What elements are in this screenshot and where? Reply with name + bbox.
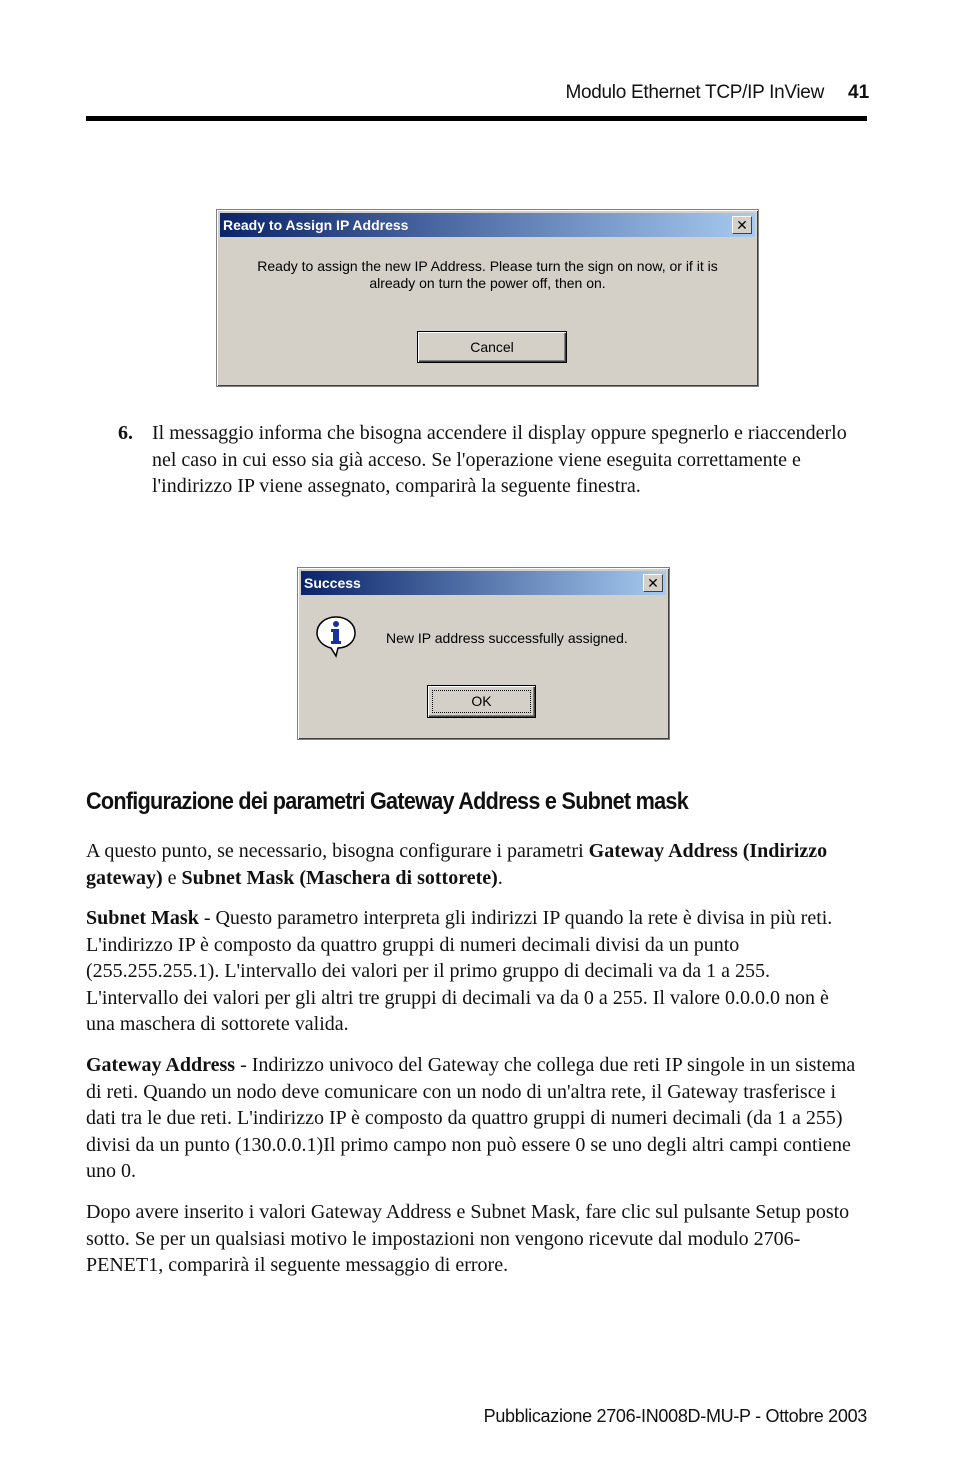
dialog-message-line: Ready to assign the new IP Address. Please turn the sign on now, or if it is: [257, 258, 718, 274]
dialog-titlebar: [220, 213, 755, 237]
cancel-button[interactable]: [417, 331, 567, 363]
step-text: Il messaggio informa che bisogna accendere il display oppure spegnerlo e riaccenderlo nel caso in cui esso sia già acceso. Se l'operazione viene eseguita correttamente e l'indirizzo IP viene assegnato, comparirà la seguente finestra.: [152, 422, 847, 497]
running-header: Modulo Ethernet TCP/IP InView: [565, 82, 824, 103]
success-dialog: [297, 567, 670, 740]
close-button[interactable]: ✕: [643, 574, 663, 592]
ok-button[interactable]: [427, 685, 536, 718]
dialog-message: [227, 258, 748, 292]
intro-text: A questo punto, se necessario, bisogna configurare i parametri: [86, 840, 589, 862]
intro-text: e: [162, 866, 182, 889]
section-heading: Configurazione dei parametri Gateway Address e Subnet mask: [86, 788, 689, 815]
intro-paragraph: [86, 838, 862, 891]
dialog-message: New IP address successfully assigned.: [386, 630, 628, 646]
subnet-term: Subnet Mask: [86, 907, 199, 929]
step-number: 6.: [118, 422, 133, 444]
ok-button-label: OK: [471, 693, 492, 709]
cancel-button-label: Cancel: [470, 339, 514, 355]
page-number: 41: [848, 82, 870, 103]
gateway-text: - Indirizzo univoco del Gateway che collega due reti IP singole in un sistema di reti. Quando un nodo deve comunicare con un nodo di un'altra rete, il Gateway trasferisce i dati tra le due reti. L'indirizzo IP è composto da quattro gruppi di numeri decimali (da 1 a 255) divisi da un punto (130.0.0.1)Il primo campo non può essere 0 se uno degli altri campi contiene uno 0.: [86, 1054, 856, 1182]
subnet-paragraph: [86, 905, 862, 1038]
dialog-title: Success: [304, 575, 361, 591]
dialog-titlebar: [301, 571, 666, 595]
dialog-title: Ready to Assign IP Address: [223, 217, 409, 233]
gateway-paragraph: [86, 1052, 862, 1185]
header-rule: [86, 116, 867, 121]
close-button[interactable]: ✕: [732, 216, 752, 234]
closing-paragraph: Dopo avere inserito i valori Gateway Address e Subnet Mask, fare clic sul pulsante Setup posto sotto. Se per un qualsiasi motivo le impostazioni non vengono ricevute dal modulo 2706-PENET1, comparirà il seguente messaggio di errore.: [86, 1201, 850, 1276]
dialog-message-line: already on turn the power off, then on.: [369, 275, 606, 291]
info-icon: [314, 614, 358, 658]
ready-to-assign-dialog: [216, 209, 759, 387]
intro-text: .: [497, 866, 503, 889]
gateway-term: Gateway Address: [86, 1054, 236, 1076]
footer-publication: Pubblicazione 2706-IN008D-MU-P - Ottobre 2003: [483, 1406, 867, 1426]
gateway-term: Gateway Address (Indirizzo gateway): [86, 840, 828, 889]
subnet-term: Subnet Mask (Maschera di sottorete): [181, 866, 498, 889]
focus-ring: [432, 690, 531, 713]
subnet-text: - Questo parametro interpreta gli indirizzi IP quando la rete è divisa in più reti. L'indirizzo IP è composto da quattro gruppi di numeri decimali divisi da un punto (255.255.255.1). L'intervallo dei valori per il primo gruppo di decimali va da 1 a 255. L'intervallo dei valori per gli altri tre gruppi di decimali va da 0 a 255. Il valore 0.0.0.0 non è una maschera di sottorete valida.: [86, 907, 833, 1035]
step-6: [118, 420, 858, 500]
